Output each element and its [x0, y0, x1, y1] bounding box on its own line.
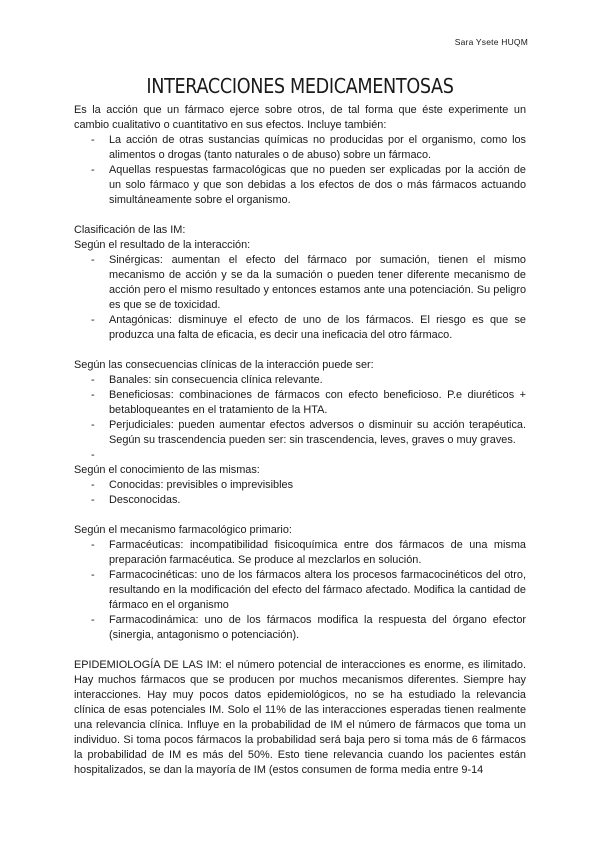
knowledge-heading: Según el conocimiento de las mismas:: [74, 464, 260, 476]
mechanism-list: [74, 538, 526, 643]
list-item: [74, 448, 526, 463]
intro-list: [74, 133, 526, 208]
list-item: - Farmacodinámica: uno de los fármacos modifica la respuesta del órgano efector (sinergia, antagonismo o potenciación).: [74, 613, 526, 643]
classification-heading: Clasificación de las IM:: [74, 224, 186, 236]
list-item: - Sinérgicas: aumentan el efecto del fármaco por sumación, tienen el mismo mecanismo de acción y se da la sumación o pueden tener diferente mecanismo de acción pero el mismo resultado y entonces estamos ante una potenciación. Su peligro es que se de toxicidad.: [74, 253, 526, 313]
list-item: - Conocidas: previsibles o imprevisibles: [74, 478, 526, 493]
result-heading: Según el resultado de la interacción:: [74, 239, 251, 251]
page-title: INTERACCIONES MEDICAMENTOSAS: [146, 74, 454, 98]
intro-paragraph: Es la acción que un fármaco ejerce sobre otros, de tal forma que éste experimente un cambio cualitativo o cuantitativo en sus efectos. Incluye también:: [74, 104, 526, 131]
list-item: - Desconocidas.: [74, 493, 526, 508]
document-body: [74, 103, 526, 778]
list-item: - Antagónicas: disminuye el efecto de uno de los fármacos. El riesgo es que se produzca una falta de eficacia, es decir una ineficacia del otro fármaco.: [74, 313, 526, 343]
consequences-list: [74, 373, 526, 463]
list-item: - Banales: sin consecuencia clínica relevante.: [74, 373, 526, 388]
list-item: - Perjudiciales: pueden aumentar efectos adversos o disminuir su acción terapéutica. Según su trascendencia pueden ser: sin trascendencia, leves, graves o muy graves.: [74, 418, 526, 448]
list-item: - Farmacéuticas: incompatibilidad fisicoquímica entre dos fármacos de una misma preparación farmacéutica. Se produce al mezclarlos en solución.: [74, 538, 526, 568]
consequences-heading: Según las consecuencias clínicas de la interacción puede ser:: [74, 359, 374, 371]
list-item: - Beneficiosas: combinaciones de fármacos con efecto beneficioso. P.e diuréticos + betabloqueantes en el tratamiento de la HTA.: [74, 388, 526, 418]
list-item: - Aquellas respuestas farmacológicas que no pueden ser explicadas por la acción de un solo fármaco y que son debidas a los efectos de dos o más fármacos actuando simultáneamente sobre el organismo.: [74, 163, 526, 208]
author-header: Sara Ysete HUQM: [454, 37, 528, 47]
result-list: [74, 253, 526, 343]
knowledge-list: [74, 478, 526, 508]
epidemiology-paragraph: EPIDEMIOLOGÍA DE LAS IM: el número potencial de interacciones es enorme, es ilimitado. Hay muchos fármacos que se producen por muchos mecanismos diferentes. Siempre hay interacciones. Hay muy pocos datos epidemiológicos, no se ha estudiado la relevancia clínica de esas potenciales IM. Solo el 11% de las interacciones esperadas tienen realmente una relevancia clínica. Influye en la probabilidad de IM el número de fármacos que toma un individuo. Si toma pocos fármacos la probabilidad será baja pero si toma más de 6 fármacos la probabilidad de IM es más del 50%. Esto tiene relevancia cuando los pacientes están hospitalizados, se dan la mayoría de IM (estos consumen de forma media entre 9-14: [74, 659, 526, 776]
list-item: - Farmacocinéticas: uno de los fármacos altera los procesos farmacocinéticos del otro, resultando en la modificación del efecto del fármaco afectado. Modifica la cantidad de fármaco en el organismo: [74, 568, 526, 613]
list-item: - La acción de otras sustancias químicas no producidas por el organismo, como los alimentos o drogas (tanto naturales o de abuso) sobre un fármaco.: [74, 133, 526, 163]
mechanism-heading: Según el mecanismo farmacológico primario:: [74, 524, 292, 536]
